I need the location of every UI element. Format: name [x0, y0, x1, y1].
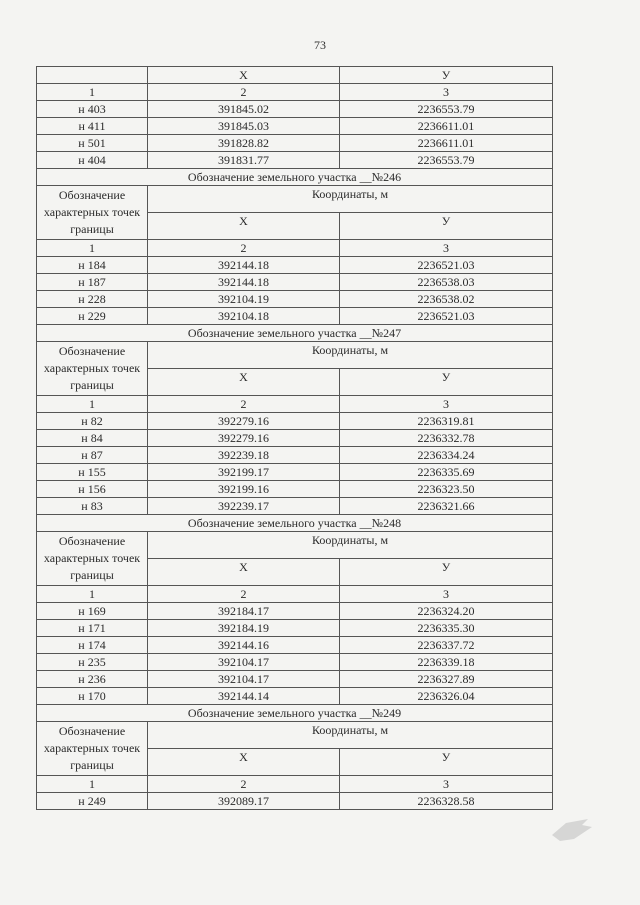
- section-title-row: [37, 325, 553, 342]
- table-row: [37, 671, 553, 688]
- column-number-cell: 1: [37, 776, 148, 793]
- column-number-row: [37, 84, 553, 101]
- coordinates-label: Координаты, м: [148, 722, 553, 749]
- boundary-points-label: Обозначение характерных точек границы: [37, 186, 148, 240]
- column-number-cell: 3: [340, 396, 553, 413]
- coordinates-table: [36, 66, 553, 810]
- point-id-cell: н 411: [37, 118, 148, 135]
- land-plot-title: Обозначение земельного участка __№246: [37, 169, 553, 186]
- x-coordinate-cell: 392239.18: [148, 447, 340, 464]
- y-coordinate-cell: 2236334.24: [340, 447, 553, 464]
- coordinates-label: Координаты, м: [148, 532, 553, 559]
- header-cell: Х: [148, 369, 340, 396]
- section-label-row: [37, 186, 553, 213]
- table-row: [37, 274, 553, 291]
- table-row: [37, 793, 553, 810]
- point-id-cell: н 229: [37, 308, 148, 325]
- x-coordinate-cell: 391831.77: [148, 152, 340, 169]
- column-number-cell: 2: [148, 240, 340, 257]
- x-coordinate-cell: 392144.16: [148, 637, 340, 654]
- point-id-cell: н 501: [37, 135, 148, 152]
- y-coordinate-cell: 2236326.04: [340, 688, 553, 705]
- page-number: 73: [314, 38, 326, 52]
- table-row: [37, 603, 553, 620]
- header-cell: У: [340, 749, 553, 776]
- section-title-row: [37, 169, 553, 186]
- x-coordinate-cell: 392199.16: [148, 481, 340, 498]
- y-coordinate-cell: 2236538.03: [340, 274, 553, 291]
- section-label-row: [37, 342, 553, 369]
- column-number-cell: 2: [148, 586, 340, 603]
- point-id-cell: н 155: [37, 464, 148, 481]
- column-number-row: [37, 586, 553, 603]
- table-row: [37, 481, 553, 498]
- coordinates-label: Координаты, м: [148, 342, 553, 369]
- y-coordinate-cell: 2236611.01: [340, 118, 553, 135]
- x-coordinate-cell: 392144.14: [148, 688, 340, 705]
- x-coordinate-cell: 392239.17: [148, 498, 340, 515]
- column-number-cell: 1: [37, 240, 148, 257]
- column-number-cell: 1: [37, 586, 148, 603]
- header-cell: Х: [148, 213, 340, 240]
- point-id-cell: н 170: [37, 688, 148, 705]
- point-id-cell: н 156: [37, 481, 148, 498]
- table-row: [37, 257, 553, 274]
- table-row: [37, 688, 553, 705]
- y-coordinate-cell: 2236521.03: [340, 308, 553, 325]
- y-coordinate-cell: 2236319.81: [340, 413, 553, 430]
- x-coordinate-cell: 391845.02: [148, 101, 340, 118]
- column-number-cell: 2: [148, 776, 340, 793]
- x-coordinate-cell: 392104.18: [148, 308, 340, 325]
- header-cell: У: [340, 213, 553, 240]
- x-coordinate-cell: 392104.17: [148, 654, 340, 671]
- point-id-cell: н 82: [37, 413, 148, 430]
- y-coordinate-cell: 2236323.50: [340, 481, 553, 498]
- column-number-row: [37, 396, 553, 413]
- x-coordinate-cell: 391828.82: [148, 135, 340, 152]
- column-number-cell: 3: [340, 776, 553, 793]
- x-coordinate-cell: 392184.19: [148, 620, 340, 637]
- table-row: [37, 637, 553, 654]
- point-id-cell: н 83: [37, 498, 148, 515]
- point-id-cell: н 174: [37, 637, 148, 654]
- y-coordinate-cell: 2236553.79: [340, 152, 553, 169]
- boundary-points-label: Обозначение характерных точек границы: [37, 342, 148, 396]
- y-coordinate-cell: 2236553.79: [340, 101, 553, 118]
- header-cell: Х: [148, 559, 340, 586]
- boundary-points-label: Обозначение характерных точек границы: [37, 532, 148, 586]
- y-coordinate-cell: 2236335.30: [340, 620, 553, 637]
- table-row: [37, 308, 553, 325]
- column-number-cell: 3: [340, 586, 553, 603]
- header-cell: У: [340, 559, 553, 586]
- x-coordinate-cell: 392144.18: [148, 274, 340, 291]
- column-number-cell: 2: [148, 84, 340, 101]
- header-cell: У: [340, 369, 553, 396]
- y-coordinate-cell: 2236339.18: [340, 654, 553, 671]
- y-coordinate-cell: 2236337.72: [340, 637, 553, 654]
- point-id-cell: н 404: [37, 152, 148, 169]
- boundary-points-label: Обозначение характерных точек границы: [37, 722, 148, 776]
- point-id-cell: н 169: [37, 603, 148, 620]
- y-coordinate-cell: 2236327.89: [340, 671, 553, 688]
- table-row: [37, 152, 553, 169]
- table-row: [37, 101, 553, 118]
- table-row: [37, 430, 553, 447]
- header-cell: Х: [148, 749, 340, 776]
- point-id-cell: н 228: [37, 291, 148, 308]
- header-cell: У: [340, 67, 553, 84]
- y-coordinate-cell: 2236538.02: [340, 291, 553, 308]
- y-coordinate-cell: 2236521.03: [340, 257, 553, 274]
- x-coordinate-cell: 392279.16: [148, 430, 340, 447]
- x-coordinate-cell: 392199.17: [148, 464, 340, 481]
- column-number-cell: 3: [340, 84, 553, 101]
- column-number-cell: 1: [37, 396, 148, 413]
- column-number-row: [37, 776, 553, 793]
- y-coordinate-cell: 2236611.01: [340, 135, 553, 152]
- table-row: [37, 447, 553, 464]
- point-id-cell: н 87: [37, 447, 148, 464]
- point-id-cell: н 171: [37, 620, 148, 637]
- land-plot-title: Обозначение земельного участка __№249: [37, 705, 553, 722]
- section-label-row: [37, 722, 553, 749]
- point-id-cell: н 236: [37, 671, 148, 688]
- table-row: [37, 413, 553, 430]
- x-coordinate-cell: 392184.17: [148, 603, 340, 620]
- x-coordinate-cell: 392104.19: [148, 291, 340, 308]
- section-title-row: [37, 515, 553, 532]
- header-cell: [37, 67, 148, 84]
- point-id-cell: н 184: [37, 257, 148, 274]
- table-row: [37, 464, 553, 481]
- column-number-cell: 3: [340, 240, 553, 257]
- land-plot-title: Обозначение земельного участка __№248: [37, 515, 553, 532]
- table-row: [37, 498, 553, 515]
- table-row: [37, 620, 553, 637]
- header-row: [37, 67, 553, 84]
- section-label-row: [37, 532, 553, 559]
- scan-artifact-mark: [548, 815, 594, 843]
- x-coordinate-cell: 392089.17: [148, 793, 340, 810]
- x-coordinate-cell: 392104.17: [148, 671, 340, 688]
- x-coordinate-cell: 392144.18: [148, 257, 340, 274]
- land-plot-title: Обозначение земельного участка __№247: [37, 325, 553, 342]
- y-coordinate-cell: 2236335.69: [340, 464, 553, 481]
- header-cell: X: [148, 67, 340, 84]
- column-number-row: [37, 240, 553, 257]
- table-row: [37, 135, 553, 152]
- point-id-cell: н 187: [37, 274, 148, 291]
- y-coordinate-cell: 2236321.66: [340, 498, 553, 515]
- point-id-cell: н 403: [37, 101, 148, 118]
- section-title-row: [37, 705, 553, 722]
- y-coordinate-cell: 2236324.20: [340, 603, 553, 620]
- x-coordinate-cell: 391845.03: [148, 118, 340, 135]
- y-coordinate-cell: 2236332.78: [340, 430, 553, 447]
- table-row: [37, 654, 553, 671]
- point-id-cell: н 249: [37, 793, 148, 810]
- table-row: [37, 118, 553, 135]
- coordinates-label: Координаты, м: [148, 186, 553, 213]
- table-row: [37, 291, 553, 308]
- y-coordinate-cell: 2236328.58: [340, 793, 553, 810]
- column-number-cell: 2: [148, 396, 340, 413]
- point-id-cell: н 84: [37, 430, 148, 447]
- x-coordinate-cell: 392279.16: [148, 413, 340, 430]
- column-number-cell: 1: [37, 84, 148, 101]
- point-id-cell: н 235: [37, 654, 148, 671]
